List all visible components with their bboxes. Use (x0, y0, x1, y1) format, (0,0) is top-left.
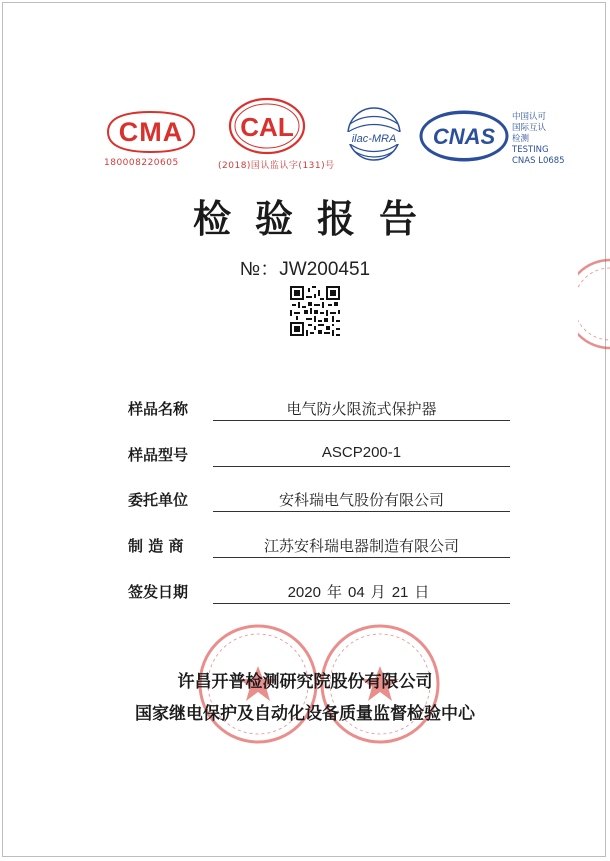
cnas-logo (418, 108, 512, 164)
cnas-side-line: 中国认可 (512, 112, 547, 122)
sample-name-value: 电气防火限流式保护器 (213, 398, 510, 421)
sample-name-label: 样品名称 (128, 400, 189, 418)
day-unit: 日 (414, 583, 430, 601)
issue-month: 04 (347, 584, 365, 601)
cal-logo-text: CAL (240, 112, 294, 142)
stamp-edge (578, 258, 610, 350)
sample-name-row (128, 398, 510, 424)
cnas-side-line: CNAS L0685 (512, 156, 565, 166)
sample-model-value: ASCP200-1 (213, 444, 510, 467)
cnas-logo-text: CNAS (432, 124, 496, 149)
year-unit: 年 (326, 583, 342, 601)
report-title: 检验报告 (192, 196, 441, 241)
issuer-company: 许昌开普检测研究院股份有限公司 (177, 672, 433, 692)
client-value: 安科瑞电气股份有限公司 (213, 489, 510, 512)
ilac-logo-text: ilac-MRA (351, 133, 397, 145)
sample-model-row (128, 444, 510, 470)
issuer-center: 国家继电保护及自动化设备质量监督检验中心 (135, 704, 475, 724)
manufacturer-label: 制 造 商 (128, 537, 184, 555)
cal-logo (226, 96, 308, 156)
cnas-side-text (512, 112, 565, 167)
cal-code: (2018)国认监认字(131)号 (218, 161, 335, 171)
month-unit: 月 (370, 583, 386, 601)
client-row (128, 489, 510, 515)
issue-day: 21 (391, 584, 409, 601)
qr-code-icon (290, 286, 340, 336)
issue-year: 2020 (287, 584, 321, 601)
cnas-side-line: TESTING (512, 145, 549, 155)
issue-date-row (128, 581, 510, 607)
cma-code: 180008220605 (104, 158, 179, 168)
sample-model-label: 样品型号 (128, 446, 189, 464)
issue-date-label: 签发日期 (128, 583, 189, 601)
issue-date-value (213, 581, 510, 604)
manufacturer-value: 江苏安科瑞电器制造有限公司 (213, 535, 510, 558)
cma-logo-text: CMA (118, 117, 184, 147)
report-number: №：JW200451 (239, 259, 371, 280)
client-label: 委托单位 (128, 491, 189, 509)
cnas-side-line: 检测 (512, 134, 530, 144)
manufacturer-row (128, 535, 510, 561)
ilac-mra-logo (334, 104, 414, 166)
cnas-side-line: 国际互认 (512, 123, 547, 133)
cma-logo (104, 108, 198, 156)
